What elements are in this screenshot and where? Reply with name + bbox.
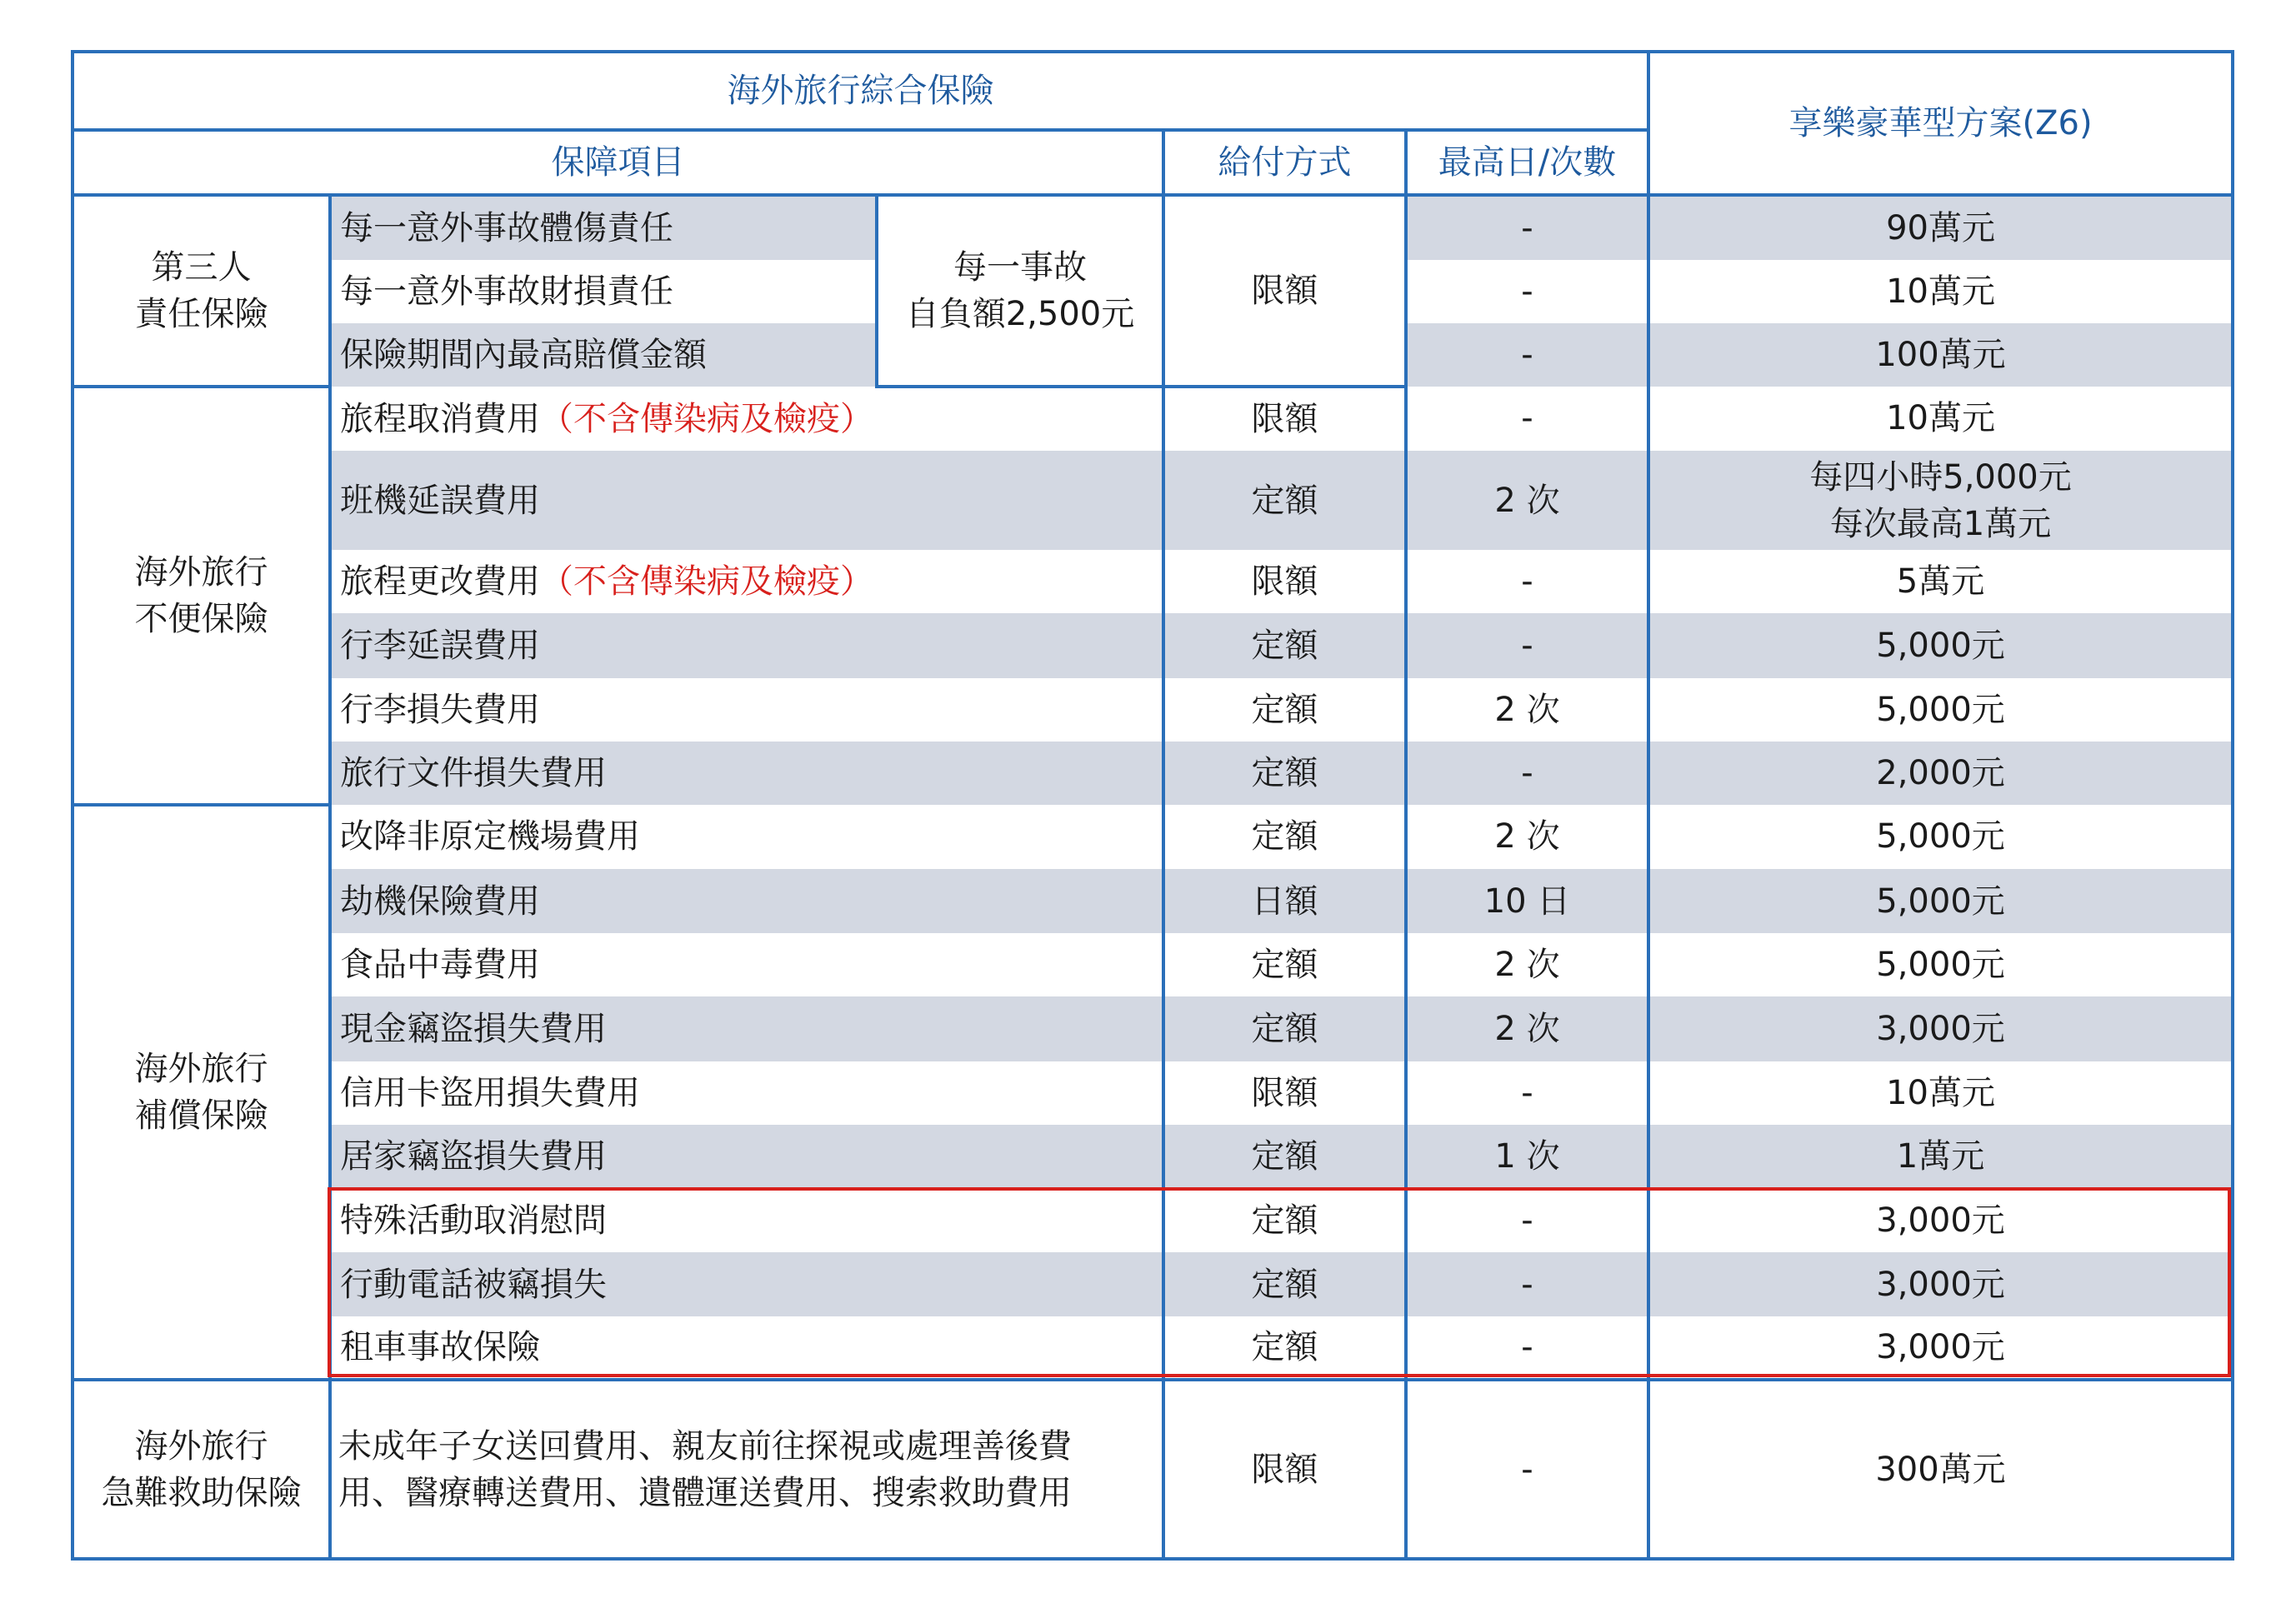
category-third-party [73, 195, 330, 386]
category-line: 海外旅行 [134, 1426, 268, 1466]
max-count: 1 次 [1406, 1125, 1648, 1189]
amount: 10萬元 [1648, 260, 2233, 323]
category-line: 第三人 [151, 248, 252, 287]
payment-method: 定額 [1163, 742, 1406, 805]
item-label: 信用卡盜用損失費用 [330, 1061, 1163, 1125]
item-line: 用、醫療轉送費用、遺體運送費用、搜索救助費用 [338, 1473, 1072, 1512]
table-row [73, 195, 2233, 259]
amount-line: 每四小時5,000元 [1809, 457, 2072, 497]
item-label: 保險期間內最高賠償金額 [330, 323, 877, 387]
amount: 1萬元 [1648, 1125, 2233, 1189]
category-compensation [73, 805, 330, 1380]
exclusion-note: （不含傳染病及檢疫） [540, 400, 873, 439]
amount-line: 每次最高1萬元 [1829, 504, 2052, 543]
item-label: 旅程更改費用（不含傳染病及檢疫） [330, 550, 1163, 613]
category-line: 急難救助保險 [101, 1473, 302, 1512]
payment-method: 限額 [1163, 550, 1406, 613]
payment-method: 限額 [1163, 1061, 1406, 1125]
table-row [73, 613, 2233, 677]
payment-method: 定額 [1163, 805, 1406, 869]
max-count: - [1406, 1189, 1648, 1252]
payment-method: 定額 [1163, 1125, 1406, 1189]
amount: 5,000元 [1648, 869, 2233, 933]
amount: 5,000元 [1648, 678, 2233, 742]
item-label: 每一意外事故體傷責任 [330, 195, 877, 259]
item-label: 劫機保險費用 [330, 869, 1163, 933]
max-count: 2 次 [1406, 805, 1648, 869]
column-header-method: 給付方式 [1163, 130, 1406, 195]
payment-method: 限額 [1163, 195, 1406, 386]
table-row [73, 1061, 2233, 1125]
payment-method: 定額 [1163, 933, 1406, 996]
category-line: 補償保險 [134, 1096, 268, 1136]
max-count: - [1406, 260, 1648, 323]
amount [1648, 451, 2233, 550]
amount: 300萬元 [1648, 1380, 2233, 1559]
deductible-line: 每一事故 [953, 248, 1087, 287]
item-label [330, 1380, 1163, 1559]
max-count: 2 次 [1406, 996, 1648, 1061]
max-count: - [1406, 323, 1648, 387]
item-label: 行李延誤費用 [330, 613, 1163, 677]
payment-method: 日額 [1163, 869, 1406, 933]
amount: 3,000元 [1648, 1189, 2233, 1252]
deductible-note [877, 195, 1163, 386]
column-header-item: 保障項目 [73, 130, 1163, 195]
payment-method: 定額 [1163, 996, 1406, 1061]
item-label: 旅行文件損失費用 [330, 742, 1163, 805]
table-row [73, 1252, 2233, 1316]
item-label: 行李損失費用 [330, 678, 1163, 742]
table-row [73, 1380, 2233, 1559]
table-row [73, 1125, 2233, 1189]
item-label: 特殊活動取消慰問 [330, 1189, 1163, 1252]
item-label: 班機延誤費用 [330, 451, 1163, 550]
payment-method: 定額 [1163, 678, 1406, 742]
amount: 100萬元 [1648, 323, 2233, 387]
item-label: 現金竊盜損失費用 [330, 996, 1163, 1061]
category-line: 責任保險 [134, 295, 268, 334]
item-label: 租車事故保險 [330, 1316, 1163, 1380]
amount: 2,000元 [1648, 742, 2233, 805]
max-count: - [1406, 742, 1648, 805]
max-count: 2 次 [1406, 678, 1648, 742]
item-label: 改降非原定機場費用 [330, 805, 1163, 869]
payment-method: 定額 [1163, 613, 1406, 677]
category-line: 海外旅行 [134, 1050, 268, 1089]
amount: 10萬元 [1648, 1061, 2233, 1125]
column-header-max: 最高日/次數 [1406, 130, 1648, 195]
payment-method: 限額 [1163, 1380, 1406, 1559]
exclusion-note: （不含傳染病及檢疫） [540, 562, 873, 602]
amount: 5,000元 [1648, 933, 2233, 996]
category-line: 不便保險 [134, 599, 268, 638]
amount: 90萬元 [1648, 195, 2233, 259]
payment-method: 定額 [1163, 1252, 1406, 1316]
amount: 5,000元 [1648, 613, 2233, 677]
payment-method: 定額 [1163, 451, 1406, 550]
amount: 3,000元 [1648, 996, 2233, 1061]
max-count: - [1406, 613, 1648, 677]
table-row [73, 805, 2233, 869]
max-count: - [1406, 387, 1648, 451]
category-inconvenience [73, 387, 330, 805]
deductible-line: 自負額2,500元 [905, 295, 1135, 334]
item-line: 未成年子女送回費用、親友前往探視或處理善後費 [338, 1426, 1072, 1466]
table-row [73, 996, 2233, 1061]
payment-method: 定額 [1163, 1189, 1406, 1252]
amount: 5,000元 [1648, 805, 2233, 869]
max-count: - [1406, 1061, 1648, 1125]
table-row [73, 742, 2233, 805]
payment-method: 定額 [1163, 1316, 1406, 1380]
max-count: - [1406, 1252, 1648, 1316]
item-label: 居家竊盜損失費用 [330, 1125, 1163, 1189]
item-label: 每一意外事故財損責任 [330, 260, 877, 323]
category-line: 海外旅行 [134, 552, 268, 592]
amount: 3,000元 [1648, 1252, 2233, 1316]
plan-name: 享樂豪華型方案(Z6) [1648, 52, 2233, 195]
max-count: - [1406, 1316, 1648, 1380]
table-row [73, 1316, 2233, 1380]
payment-method: 限額 [1163, 387, 1406, 451]
item-label: 食品中毒費用 [330, 933, 1163, 996]
max-count: - [1406, 550, 1648, 613]
amount: 10萬元 [1648, 387, 2233, 451]
max-count: - [1406, 195, 1648, 259]
amount: 5萬元 [1648, 550, 2233, 613]
category-emergency [73, 1380, 330, 1559]
table-row [73, 550, 2233, 613]
table-row [73, 387, 2233, 451]
item-label: 行動電話被竊損失 [330, 1252, 1163, 1316]
max-count: 10 日 [1406, 869, 1648, 933]
table-row [73, 451, 2233, 550]
max-count: - [1406, 1380, 1648, 1559]
insurance-table [71, 50, 2234, 1561]
main-title: 海外旅行綜合保險 [73, 52, 1648, 130]
max-count: 2 次 [1406, 933, 1648, 996]
max-count: 2 次 [1406, 451, 1648, 550]
table-row [73, 933, 2233, 996]
table-row [73, 1189, 2233, 1252]
table-row [73, 869, 2233, 933]
item-label: 旅程取消費用（不含傳染病及檢疫） [330, 387, 1163, 451]
amount: 3,000元 [1648, 1316, 2233, 1380]
table-row [73, 678, 2233, 742]
